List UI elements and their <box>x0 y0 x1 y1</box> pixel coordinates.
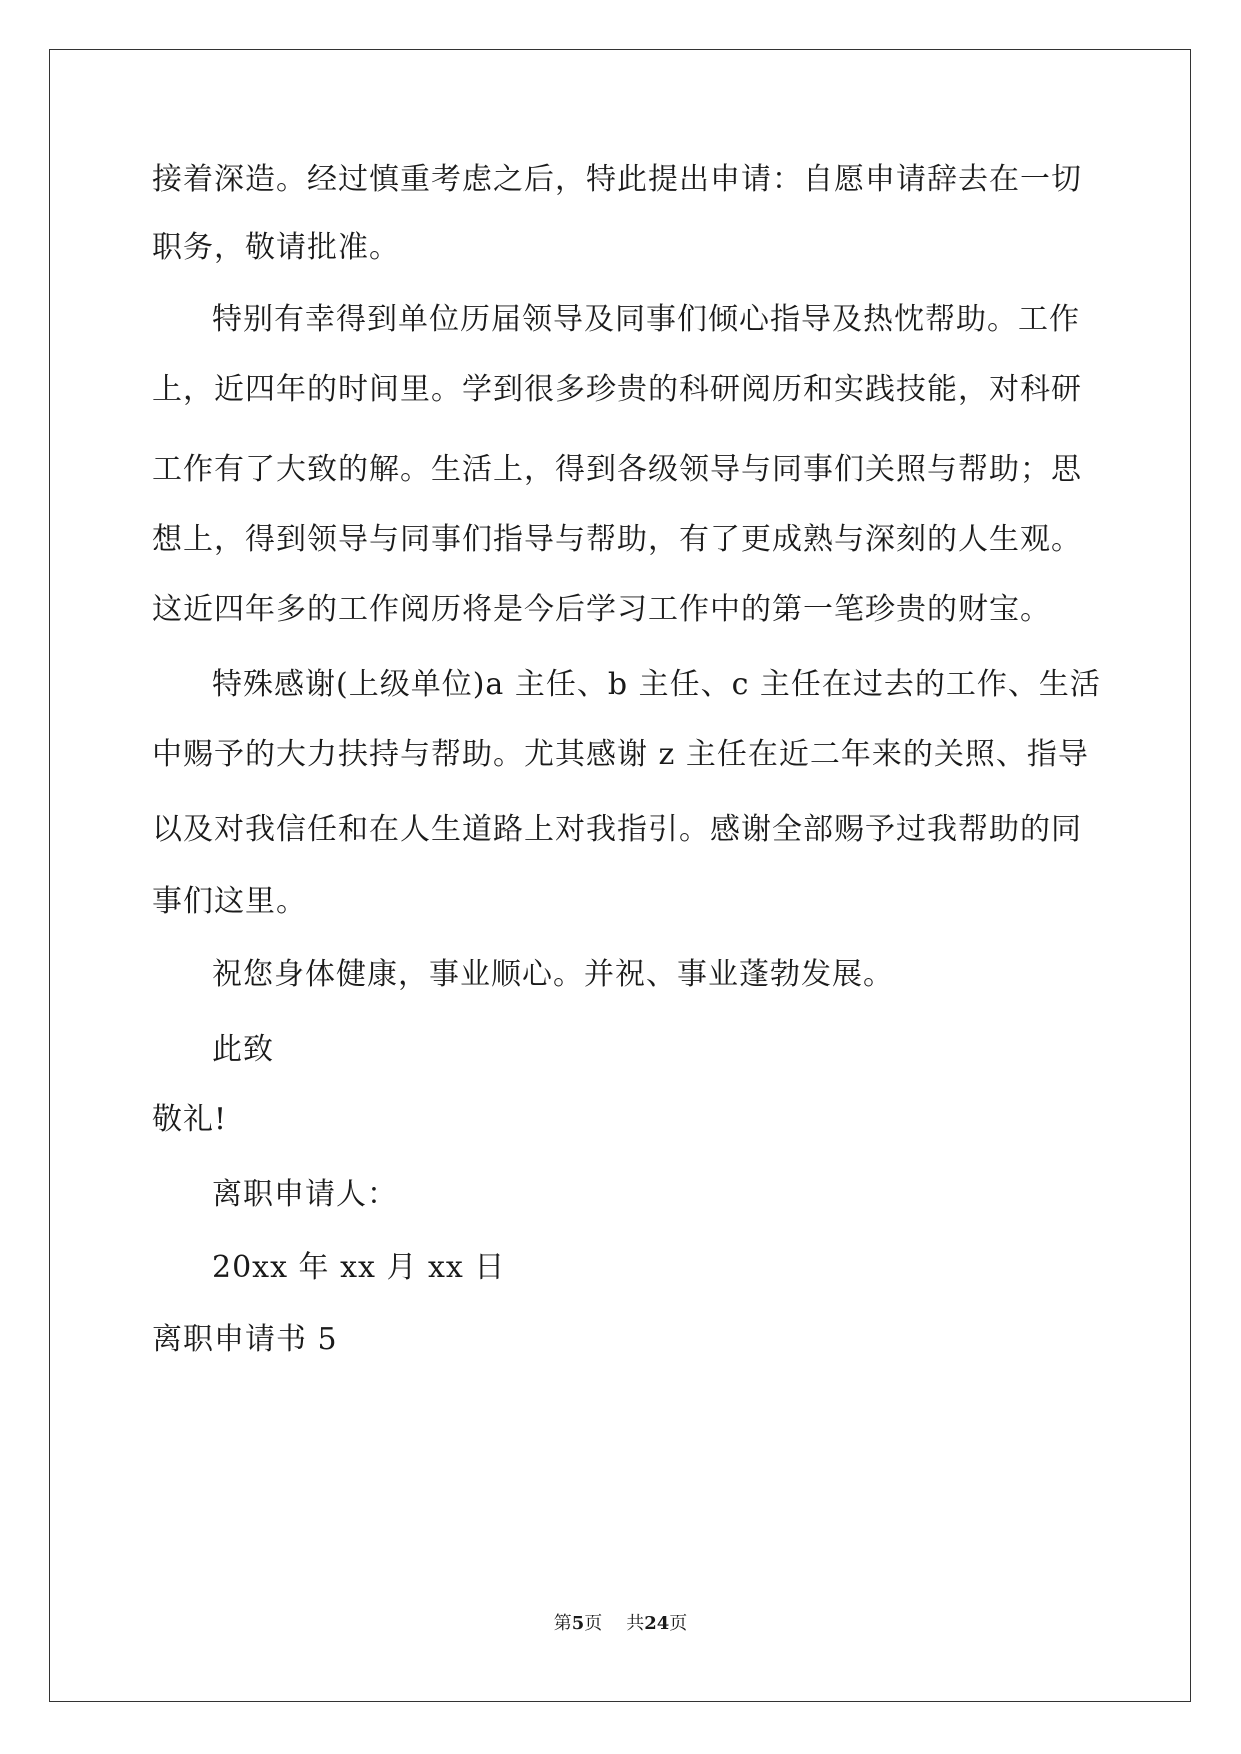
text-line: 中赐予的大力扶持与帮助。尤其感谢 z 主任在近二年来的关照、指导 <box>152 737 1089 772</box>
paragraph-start-line: 特别有幸得到单位历届领导及同事们倾心指导及热忱帮助。工作 <box>212 302 1080 337</box>
total-pages: 24 <box>644 1613 670 1634</box>
salutation-jing-li: 敬礼! <box>152 1102 228 1137</box>
text-line: 这近四年多的工作阅历将是今后学习工作中的第一笔珍贵的财宝。 <box>152 592 1051 627</box>
applicant-label: 离职申请人： <box>212 1177 398 1212</box>
text-line: 想上，得到领导与同事们指导与帮助，有了更成熟与深刻的人生观。 <box>152 522 1082 557</box>
page-number: 5 <box>571 1613 585 1634</box>
salutation-ci-zhi: 此致 <box>212 1032 274 1067</box>
page-footer <box>0 1612 1241 1636</box>
page-suffix: 页 <box>584 1613 603 1634</box>
text-line: 接着深造。经过慎重考虑之后，特此提出申请：自愿申请辞去在一切 <box>152 162 1082 197</box>
page-prefix: 第 <box>553 1613 572 1634</box>
text-line: 工作有了大致的解。生活上，得到各级领导与同事们关照与帮助；思 <box>152 452 1082 487</box>
closing-wish: 祝您身体健康，事业顺心。并祝、事业蓬勃发展。 <box>212 957 894 992</box>
text-line: 事们这里。 <box>152 884 307 919</box>
total-prefix: 共 <box>626 1613 645 1634</box>
total-suffix: 页 <box>669 1613 688 1634</box>
text-line: 以及对我信任和在人生道路上对我指引。感谢全部赐予过我帮助的同 <box>152 812 1082 847</box>
date-line: 20xx 年 xx 月 xx 日 <box>212 1250 506 1285</box>
section-title: 离职申请书 5 <box>152 1322 338 1357</box>
page-frame <box>49 49 1191 1702</box>
paragraph-start-line: 特殊感谢(上级单位)a 主任、b 主任、c 主任在过去的工作、生活 <box>212 667 1101 702</box>
text-line: 职务，敬请批准。 <box>152 230 400 265</box>
text-line: 上，近四年的时间里。学到很多珍贵的科研阅历和实践技能，对科研 <box>152 372 1082 407</box>
